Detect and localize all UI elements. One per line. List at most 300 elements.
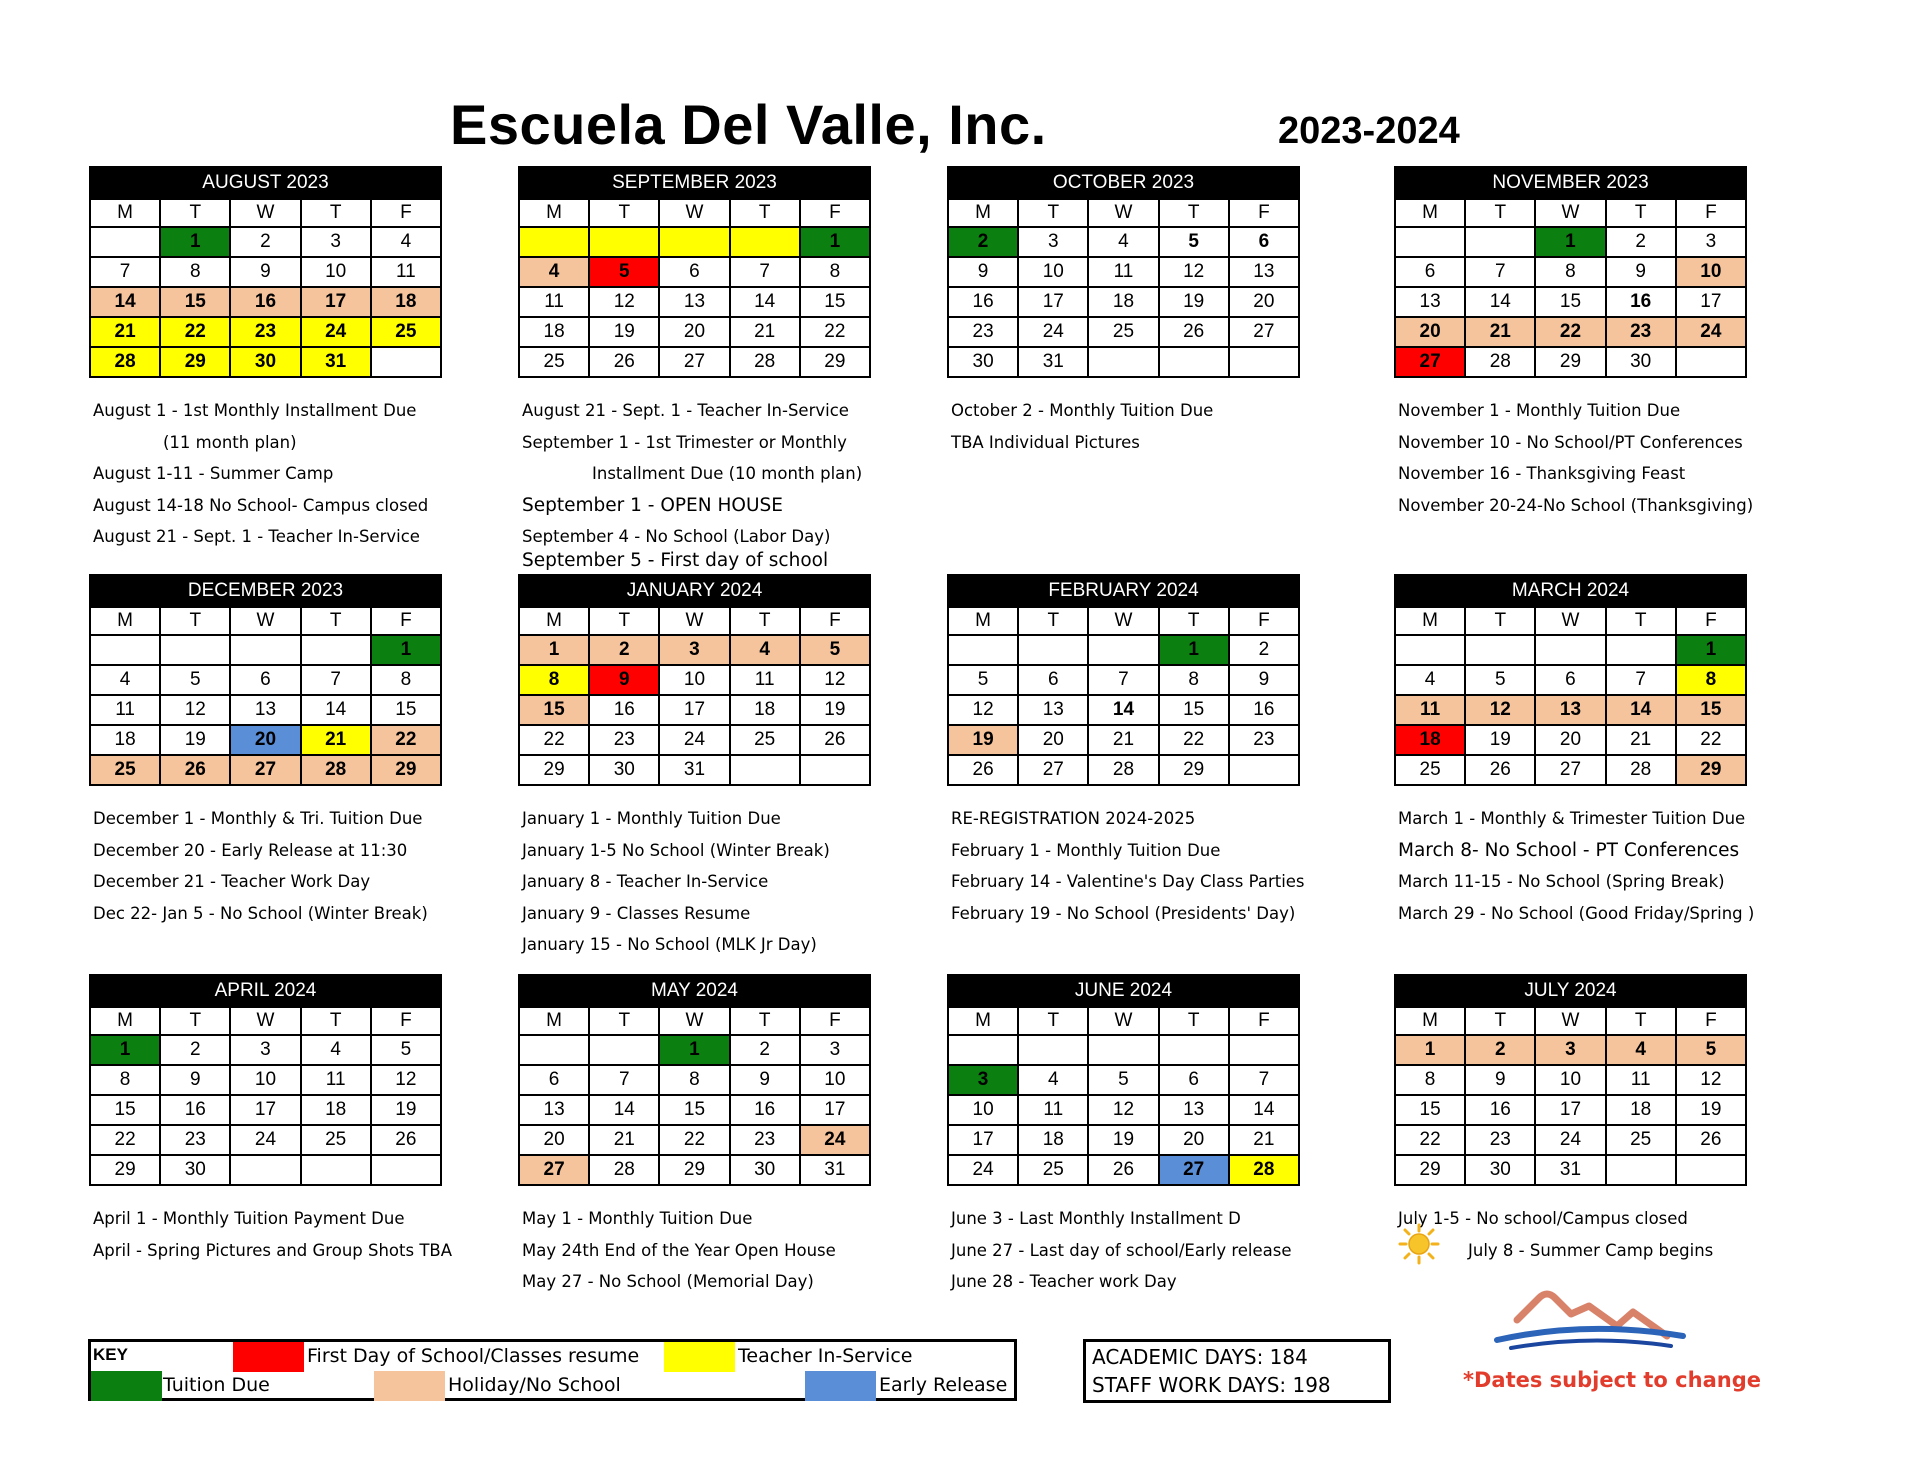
empty-day-cell [1088, 1035, 1158, 1065]
day-cell: 15 [90, 1095, 160, 1125]
day-cell: 9 [160, 1065, 230, 1095]
month-calendar [518, 574, 871, 786]
day-cell: 25 [1395, 755, 1465, 785]
key-tuition-label: Tuition Due [163, 1374, 270, 1396]
day-cell: 12 [1088, 1095, 1158, 1125]
day-cell: 30 [230, 347, 300, 377]
day-cell: 8 [519, 665, 589, 695]
day-cell: 22 [1535, 317, 1605, 347]
note-line: March 1 - Monthly & Trimester Tuition Due [1398, 809, 1746, 828]
day-cell: 15 [160, 287, 230, 317]
day-cell: 31 [1018, 347, 1088, 377]
note-line: TBA Individual Pictures [951, 432, 1140, 452]
day-cell: 16 [230, 287, 300, 317]
weekday-header: M [948, 607, 1018, 635]
day-cell: 11 [301, 1065, 371, 1095]
month-calendar [1394, 974, 1747, 1186]
day-cell: 22 [1159, 725, 1229, 755]
day-cell: 10 [800, 1065, 870, 1095]
week-row [1395, 755, 1746, 785]
note-line: November 16 - Thanksgiving Feast [1398, 464, 1686, 484]
month-notes [951, 1203, 1292, 1298]
day-cell: 3 [800, 1035, 870, 1065]
day-cell: 14 [90, 287, 160, 317]
legend-key [88, 1339, 1017, 1401]
note-line: March 8- No School - PT Conferences [1398, 839, 1740, 861]
week-row [519, 317, 870, 347]
empty-day-cell [730, 227, 800, 257]
day-cell: 28 [589, 1155, 659, 1185]
week-row [948, 1095, 1299, 1125]
note-line: RE-REGISTRATION 2024-2025 [951, 809, 1196, 828]
day-cell: 10 [1018, 257, 1088, 287]
day-cell: 24 [1535, 1125, 1605, 1155]
week-row [1395, 317, 1746, 347]
weekday-header: T [1018, 607, 1088, 635]
day-cell: 25 [90, 755, 160, 785]
disclaimer: *Dates subject to change [1463, 1368, 1761, 1392]
weekday-header: T [1465, 607, 1535, 635]
day-cell: 14 [1229, 1095, 1299, 1125]
day-cell: 21 [1606, 725, 1676, 755]
day-cell: 26 [1465, 755, 1535, 785]
day-cell: 29 [659, 1155, 729, 1185]
day-cell: 5 [160, 665, 230, 695]
day-cell: 2 [160, 1035, 230, 1065]
weekday-header: M [1395, 1007, 1465, 1035]
day-cell: 9 [1606, 257, 1676, 287]
week-row [90, 725, 441, 755]
day-cell: 6 [230, 665, 300, 695]
empty-day-cell [519, 1035, 589, 1065]
day-cell: 21 [730, 317, 800, 347]
empty-day-cell [160, 635, 230, 665]
day-cell: 14 [1606, 695, 1676, 725]
week-row [1395, 347, 1746, 377]
weekday-header: T [730, 1007, 800, 1035]
weekday-header: F [371, 199, 441, 227]
week-row [90, 227, 441, 257]
empty-day-cell [948, 635, 1018, 665]
empty-day-cell [1018, 635, 1088, 665]
week-row [519, 1155, 870, 1185]
week-row [948, 695, 1299, 725]
month-name: JUNE 2024 [948, 975, 1299, 1007]
week-row [948, 257, 1299, 287]
week-row [1395, 1095, 1746, 1125]
empty-day-cell [90, 635, 160, 665]
day-cell: 19 [160, 725, 230, 755]
weekday-header: T [1465, 199, 1535, 227]
day-cell: 24 [800, 1125, 870, 1155]
empty-day-cell [371, 347, 441, 377]
day-cell: 19 [1088, 1125, 1158, 1155]
day-cell: 28 [1229, 1155, 1299, 1185]
day-cell: 10 [301, 257, 371, 287]
day-cell: 13 [659, 287, 729, 317]
week-row [948, 755, 1299, 785]
month-notes [1398, 803, 1754, 929]
day-cell: 21 [301, 725, 371, 755]
week-row [1395, 1125, 1746, 1155]
month-calendar [89, 974, 442, 1186]
day-cell: 24 [1018, 317, 1088, 347]
week-row [948, 1125, 1299, 1155]
note-line: August 14-18 No School- Campus closed [93, 495, 429, 515]
day-cell: 25 [371, 317, 441, 347]
month-calendar [947, 974, 1300, 1186]
day-cell: 29 [90, 1155, 160, 1185]
day-cell: 13 [1535, 695, 1605, 725]
day-cell: 22 [1676, 725, 1746, 755]
day-cell: 14 [301, 695, 371, 725]
day-cell: 3 [301, 227, 371, 257]
day-cell: 1 [1395, 1035, 1465, 1065]
month-notes [1398, 1203, 1713, 1266]
empty-day-cell [1229, 347, 1299, 377]
note-line: August 21 - Sept. 1 - Teacher In-Service [93, 527, 420, 547]
note-line: June 3 - Last Monthly Installment D [951, 1209, 1241, 1228]
day-cell: 17 [230, 1095, 300, 1125]
day-cell: 24 [659, 725, 729, 755]
month-table [518, 166, 871, 378]
day-cell: 18 [519, 317, 589, 347]
empty-day-cell [800, 755, 870, 785]
note-line: November 10 - No School/PT Conferences [1398, 432, 1743, 452]
month-notes [522, 1203, 836, 1298]
key-first-swatch [233, 1342, 304, 1372]
month-calendar [947, 574, 1300, 786]
day-cell: 27 [230, 755, 300, 785]
day-cell: 2 [1606, 227, 1676, 257]
day-cell: 2 [1465, 1035, 1535, 1065]
day-cell: 26 [589, 347, 659, 377]
week-row [948, 635, 1299, 665]
day-cell: 31 [301, 347, 371, 377]
day-cell: 31 [800, 1155, 870, 1185]
week-row [1395, 665, 1746, 695]
day-cell: 16 [1465, 1095, 1535, 1125]
day-cell: 16 [589, 695, 659, 725]
week-row [519, 1065, 870, 1095]
week-row [90, 317, 441, 347]
day-cell: 27 [1018, 755, 1088, 785]
day-cell: 13 [1395, 287, 1465, 317]
week-row [90, 1065, 441, 1095]
day-cell: 4 [90, 665, 160, 695]
week-row [1395, 257, 1746, 287]
month-name: FEBRUARY 2024 [948, 575, 1299, 607]
day-cell: 21 [1465, 317, 1535, 347]
week-row [1395, 725, 1746, 755]
month-table [89, 166, 442, 378]
weekday-header: F [371, 607, 441, 635]
day-cell: 9 [230, 257, 300, 287]
staff-work-days: STAFF WORK DAYS: 198 [1092, 1373, 1331, 1397]
note-line: January 9 - Classes Resume [522, 903, 751, 923]
month-table [947, 166, 1300, 378]
week-row [519, 725, 870, 755]
empty-day-cell [1606, 1155, 1676, 1185]
day-cell: 21 [1229, 1125, 1299, 1155]
month-table [947, 574, 1300, 786]
day-cell: 27 [1535, 755, 1605, 785]
week-row [519, 227, 870, 257]
month-calendar [89, 574, 442, 786]
day-cell: 3 [230, 1035, 300, 1065]
day-cell: 26 [160, 755, 230, 785]
week-row [90, 347, 441, 377]
day-cell: 13 [1159, 1095, 1229, 1125]
day-cell: 9 [1229, 665, 1299, 695]
week-row [519, 665, 870, 695]
day-cell: 5 [800, 635, 870, 665]
day-cell: 30 [160, 1155, 230, 1185]
note-line: February 19 - No School (Presidents' Day) [951, 903, 1296, 923]
day-cell: 16 [1606, 287, 1676, 317]
day-cell: 23 [589, 725, 659, 755]
empty-day-cell [589, 227, 659, 257]
day-cell: 1 [1159, 635, 1229, 665]
month-calendar [1394, 574, 1747, 786]
day-cell: 15 [519, 695, 589, 725]
weekday-header: T [1159, 199, 1229, 227]
day-cell: 7 [301, 665, 371, 695]
weekday-header: T [1159, 1007, 1229, 1035]
day-cell: 10 [1535, 1065, 1605, 1095]
weekday-header: T [301, 199, 371, 227]
day-cell: 17 [659, 695, 729, 725]
day-cell: 12 [589, 287, 659, 317]
day-cell: 8 [90, 1065, 160, 1095]
weekday-header: T [160, 607, 230, 635]
day-cell: 2 [948, 227, 1018, 257]
day-cell: 3 [659, 635, 729, 665]
weekday-header: W [659, 199, 729, 227]
week-row [519, 1125, 870, 1155]
week-row [1395, 1035, 1746, 1065]
week-row [90, 257, 441, 287]
weekday-header: M [519, 607, 589, 635]
week-row [1395, 287, 1746, 317]
note-line: April - Spring Pictures and Group Shots TBA [93, 1240, 453, 1260]
weekday-header: M [90, 607, 160, 635]
weekday-header: W [1088, 1007, 1158, 1035]
month-notes [1398, 395, 1753, 521]
day-cell: 28 [730, 347, 800, 377]
weekday-header: T [160, 1007, 230, 1035]
month-name: OCTOBER 2023 [948, 167, 1299, 199]
day-cell: 16 [730, 1095, 800, 1125]
weekday-header: T [1606, 607, 1676, 635]
day-cell: 5 [1159, 227, 1229, 257]
day-cell: 29 [1395, 1155, 1465, 1185]
note-line: May 24th End of the Year Open House [522, 1240, 836, 1260]
day-cell: 11 [730, 665, 800, 695]
day-cell: 7 [589, 1065, 659, 1095]
day-cell: 8 [1159, 665, 1229, 695]
month-notes [522, 395, 862, 577]
weekday-header: T [1465, 1007, 1535, 1035]
day-cell: 4 [301, 1035, 371, 1065]
day-cell: 20 [1535, 725, 1605, 755]
day-cell: 25 [730, 725, 800, 755]
day-cell: 5 [1676, 1035, 1746, 1065]
weekday-header: F [1676, 1007, 1746, 1035]
page-title: Escuela Del Valle, Inc. [450, 93, 1047, 156]
month-name: MARCH 2024 [1395, 575, 1746, 607]
week-row [90, 1125, 441, 1155]
key-inservice-label: Teacher In-Service [738, 1345, 913, 1367]
key-inservice-swatch [664, 1342, 735, 1372]
note-line: December 21 - Teacher Work Day [93, 872, 371, 892]
day-cell: 20 [1229, 287, 1299, 317]
day-cell: 20 [1159, 1125, 1229, 1155]
day-cell: 26 [371, 1125, 441, 1155]
day-cell: 29 [1676, 755, 1746, 785]
week-row [519, 695, 870, 725]
month-table [518, 574, 871, 786]
day-cell: 28 [301, 755, 371, 785]
day-cell: 7 [1229, 1065, 1299, 1095]
day-cell: 4 [371, 227, 441, 257]
week-row [90, 1035, 441, 1065]
empty-day-cell [1465, 635, 1535, 665]
day-cell: 30 [730, 1155, 800, 1185]
day-cell: 24 [1676, 317, 1746, 347]
day-cell: 24 [948, 1155, 1018, 1185]
day-cell: 20 [230, 725, 300, 755]
day-cell: 22 [519, 725, 589, 755]
day-cell: 23 [1465, 1125, 1535, 1155]
day-cell: 29 [519, 755, 589, 785]
week-row [1395, 1155, 1746, 1185]
day-cell: 6 [1229, 227, 1299, 257]
note-line: July 8 - Summer Camp begins [1468, 1240, 1714, 1260]
week-row [90, 635, 441, 665]
day-cell: 18 [730, 695, 800, 725]
day-cell: 7 [90, 257, 160, 287]
week-row [519, 635, 870, 665]
day-cell: 12 [800, 665, 870, 695]
empty-day-cell [948, 1035, 1018, 1065]
day-cell: 25 [1088, 317, 1158, 347]
day-cell: 23 [230, 317, 300, 347]
day-cell: 10 [1676, 257, 1746, 287]
week-row [1395, 695, 1746, 725]
week-row [948, 287, 1299, 317]
empty-day-cell [301, 1155, 371, 1185]
week-row [519, 257, 870, 287]
day-cell: 19 [1676, 1095, 1746, 1125]
month-calendar [89, 166, 442, 378]
week-row [948, 227, 1299, 257]
weekday-header: F [371, 1007, 441, 1035]
day-cell: 4 [1088, 227, 1158, 257]
day-cell: 31 [659, 755, 729, 785]
month-table [518, 974, 871, 1186]
day-cell: 20 [659, 317, 729, 347]
school-year: 2023-2024 [1278, 110, 1460, 152]
weekday-header: M [519, 1007, 589, 1035]
day-cell: 29 [800, 347, 870, 377]
day-cell: 3 [1676, 227, 1746, 257]
weekday-header: T [1018, 199, 1088, 227]
month-name: AUGUST 2023 [90, 167, 441, 199]
day-cell: 30 [589, 755, 659, 785]
weekday-header: T [301, 607, 371, 635]
key-title: KEY [93, 1345, 128, 1364]
month-calendar [947, 166, 1300, 378]
weekday-header: T [301, 1007, 371, 1035]
month-table [89, 574, 442, 786]
week-row [1395, 635, 1746, 665]
weekday-header: W [1088, 199, 1158, 227]
day-cell: 26 [800, 725, 870, 755]
empty-day-cell [90, 227, 160, 257]
week-row [948, 725, 1299, 755]
week-row [519, 755, 870, 785]
note-line: Installment Due (10 month plan) [592, 464, 863, 484]
day-cell: 25 [1018, 1155, 1088, 1185]
key-early-label: Early Release [879, 1374, 1008, 1396]
day-cell: 13 [1229, 257, 1299, 287]
empty-day-cell [519, 227, 589, 257]
month-notes [93, 395, 428, 553]
note-line: May 27 - No School (Memorial Day) [522, 1272, 814, 1292]
day-cell: 22 [160, 317, 230, 347]
day-counts [1083, 1339, 1391, 1403]
day-cell: 8 [659, 1065, 729, 1095]
day-cell: 23 [160, 1125, 230, 1155]
day-cell: 3 [1535, 1035, 1605, 1065]
empty-day-cell [1159, 347, 1229, 377]
empty-day-cell [1088, 347, 1158, 377]
day-cell: 12 [1159, 257, 1229, 287]
day-cell: 8 [371, 665, 441, 695]
day-cell: 11 [90, 695, 160, 725]
weekday-header: T [730, 199, 800, 227]
week-row [90, 755, 441, 785]
week-row [948, 1035, 1299, 1065]
empty-day-cell [1395, 227, 1465, 257]
week-row [948, 1155, 1299, 1185]
day-cell: 5 [948, 665, 1018, 695]
weekday-header: T [589, 1007, 659, 1035]
day-cell: 20 [1018, 725, 1088, 755]
note-line: November 20-24-No School (Thanksgiving) [1398, 495, 1754, 515]
day-cell: 18 [1606, 1095, 1676, 1125]
month-notes [951, 803, 1305, 929]
day-cell: 15 [800, 287, 870, 317]
weekday-header: F [800, 607, 870, 635]
day-cell: 19 [948, 725, 1018, 755]
key-tuition-swatch [91, 1371, 162, 1401]
day-cell: 26 [1159, 317, 1229, 347]
weekday-header: W [1535, 1007, 1605, 1035]
day-cell: 23 [1229, 725, 1299, 755]
day-cell: 15 [1676, 695, 1746, 725]
day-cell: 17 [1676, 287, 1746, 317]
week-row [948, 347, 1299, 377]
weekday-header: W [1535, 199, 1605, 227]
weekday-header: F [1676, 607, 1746, 635]
week-row [90, 1095, 441, 1125]
day-cell: 30 [1606, 347, 1676, 377]
day-cell: 29 [1535, 347, 1605, 377]
month-calendar [1394, 166, 1747, 378]
day-cell: 19 [1465, 725, 1535, 755]
